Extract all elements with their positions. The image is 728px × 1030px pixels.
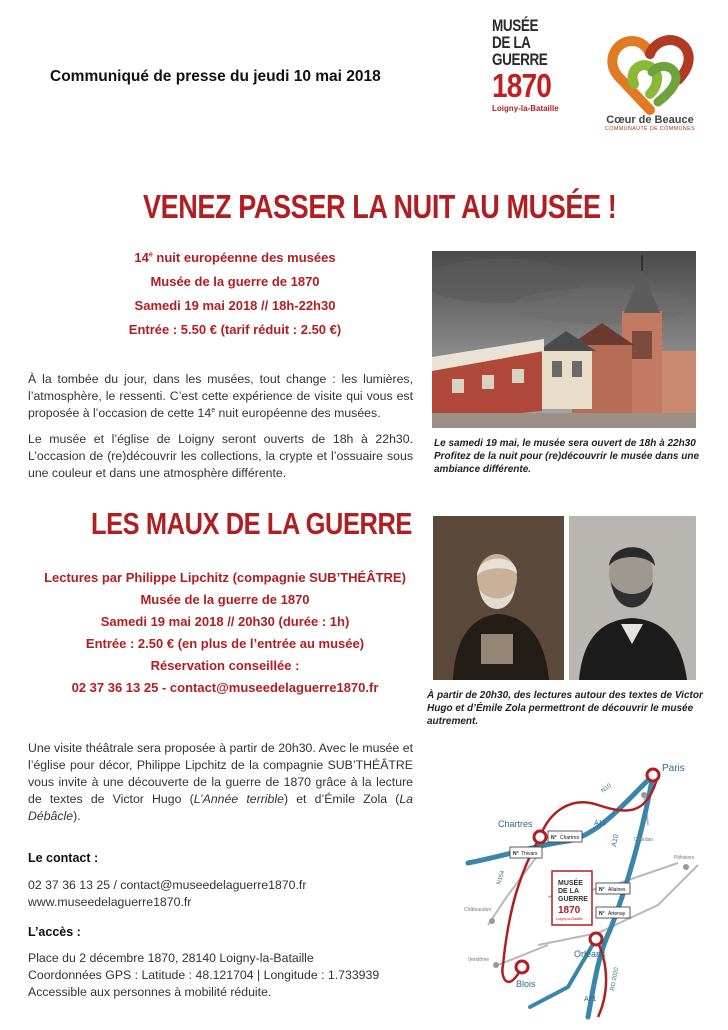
map-label-chartres: Chartres — [498, 819, 533, 829]
contact-heading: Le contact : — [28, 851, 99, 865]
map-road-a10: A10 — [611, 833, 621, 848]
svg-text:GUERRE: GUERRE — [558, 896, 588, 903]
map-road-rd2020: RD 2020 — [610, 966, 621, 992]
contact-info — [28, 877, 306, 911]
title-nuit-au-musee: VENEZ PASSER LA NUIT AU MUSÉE ! — [143, 188, 617, 225]
map-label-orleans: Orléans — [574, 949, 606, 959]
map-label-pithiviers: Pithiviers — [674, 855, 695, 861]
svg-text:N°: N° — [599, 911, 605, 917]
logo-line: DE LA — [492, 34, 531, 52]
logo-line: GUERRE — [492, 51, 548, 69]
svg-text:MUSÉE: MUSÉE — [558, 880, 583, 887]
svg-text:Chartres: Chartres — [560, 835, 580, 841]
church-photo-caption: Le samedi 19 mai, le musée sera ouvert de 18h à 22h30 Profitez de la nuit pour (re)découvrir le musée dans une ambiance différente. — [434, 438, 700, 475]
map-label-dourdan: Dourdan — [634, 837, 654, 843]
logo-place: Loigny-la-Bataille — [492, 104, 559, 113]
map-label-blois: Blois — [516, 979, 536, 989]
musee-logo — [492, 18, 572, 113]
map-label-paris: Paris — [662, 763, 685, 774]
theatre-paragraph: Une visite théâtrale sera proposée à partir de 20h30. Avec le musée et l’église pour décor, Philippe Lipchitz de la compagnie SUB’THÉÂTRE vous invite à une découverte de la guerre de 1870 grâce à la lecture de textes de Victor Hugo (L’Année terrible) et d’Émile Zola (La Débâcle). — [28, 741, 413, 823]
map-road-a11: A11 — [594, 820, 606, 827]
map-road-n154: N154 — [496, 870, 507, 886]
map-road-n10: N10 — [600, 782, 613, 795]
heart-logo-icon — [598, 24, 702, 116]
map-exit-allaines — [596, 883, 630, 894]
event1-date: Samedi 19 mai 2018 // 18h-22h30 — [134, 298, 336, 313]
access-map — [448, 755, 718, 1025]
logo-year: 1870 — [492, 67, 552, 104]
map-exit-artenay — [596, 907, 630, 918]
svg-text:N°: N° — [551, 835, 557, 841]
event2-venue: Musée de la guerre de 1870 — [140, 592, 310, 607]
acces-accessibility: Accessible aux personnes à mobilité réduite. — [28, 985, 272, 999]
acces-info — [28, 950, 379, 1001]
svg-text:N°: N° — [513, 851, 519, 857]
event2-price: Entrée : 2.50 € (en plus de l’entrée au musée) — [85, 636, 365, 651]
coeur-subtitle: COMMUNAUTÉ DE COMMUNES — [604, 126, 695, 132]
coeur-name: Cœur de Beauce — [606, 114, 694, 126]
event2-readings: Lectures par Philippe Lipchitz (compagnie SUB’THÉÂTRE) — [44, 570, 406, 585]
map-exit-thivars — [510, 847, 542, 858]
intro-paragraph: À la tombée du jour, dans les musées, tout change : les lumières, l’atmosphère, le ressenti. C’est cette expérience de visite qui vous est proposée à l’occasion de cette 14e nuit européenne des musées. — [28, 372, 413, 420]
acces-gps: Coordonnées GPS : Latitude : 48.121704 | Longitude : 1.733939 — [28, 968, 380, 982]
map-museum-logo — [552, 871, 592, 925]
map-exit-chartres — [548, 831, 582, 842]
authors-photo-caption: À partir de 20h30, des lectures autour des textes de Victor Hugo et d’Émile Zola permettront de découvrir le musée autrement. — [427, 690, 703, 727]
emile-zola-portrait — [569, 516, 696, 680]
victor-hugo-portrait — [433, 516, 564, 680]
svg-text:Thivars: Thivars — [521, 851, 538, 857]
contact-phone-email: 02 37 36 13 25 / contact@museedelaguerre1870.fr — [28, 878, 307, 892]
svg-text:1870: 1870 — [558, 905, 581, 916]
contact-website: www.museedelaguerre1870.fr — [28, 895, 192, 909]
map-label-chateaudun: Châteaudun — [464, 907, 492, 913]
coeur-de-beauce-logo — [598, 24, 702, 132]
svg-text:Allaines: Allaines — [608, 887, 626, 893]
church-photo — [432, 251, 696, 428]
event1-edition: 14e nuit européenne des musées — [134, 250, 336, 265]
event2-reservation: Réservation conseillée : — [150, 658, 300, 673]
opening-paragraph: Le musée et l’église de Loigny seront ouverts de 18h à 22h30. L’occasion de (re)découvrir les collections, la crypte et l’ossuaire sous une couleur et dans une atmosphère différente. — [28, 432, 413, 480]
event2-reservation-contact: 02 37 36 13 25 - contact@museedelaguerre1870.fr — [71, 680, 379, 695]
acces-address: Place du 2 décembre 1870, 28140 Loigny-la-Bataille — [28, 951, 314, 965]
map-road-a71: A71 — [584, 996, 597, 1003]
press-release-date: Communiqué de presse du jeudi 10 mai 2018 — [50, 68, 381, 85]
event1-venue: Musée de la guerre de 1870 — [150, 274, 320, 289]
svg-text:Loigny-la-Bataille: Loigny-la-Bataille — [556, 917, 583, 921]
svg-text:DE LA: DE LA — [558, 888, 579, 895]
event1-price: Entrée : 5.50 € (tarif réduit : 2.50 €) — [128, 322, 342, 337]
title-maux-de-la-guerre: LES MAUX DE LA GUERRE — [91, 506, 412, 541]
svg-text:Artenay: Artenay — [608, 911, 626, 917]
svg-text:N°: N° — [599, 887, 605, 893]
acces-heading: L’accès : — [28, 925, 81, 939]
map-label-vendome: Vendôme — [468, 957, 490, 963]
event2-details — [20, 567, 430, 699]
logo-line: MUSÉE — [492, 17, 539, 35]
event2-date: Samedi 19 mai 2018 // 20h30 (durée : 1h) — [100, 614, 350, 629]
event1-details — [60, 246, 410, 342]
